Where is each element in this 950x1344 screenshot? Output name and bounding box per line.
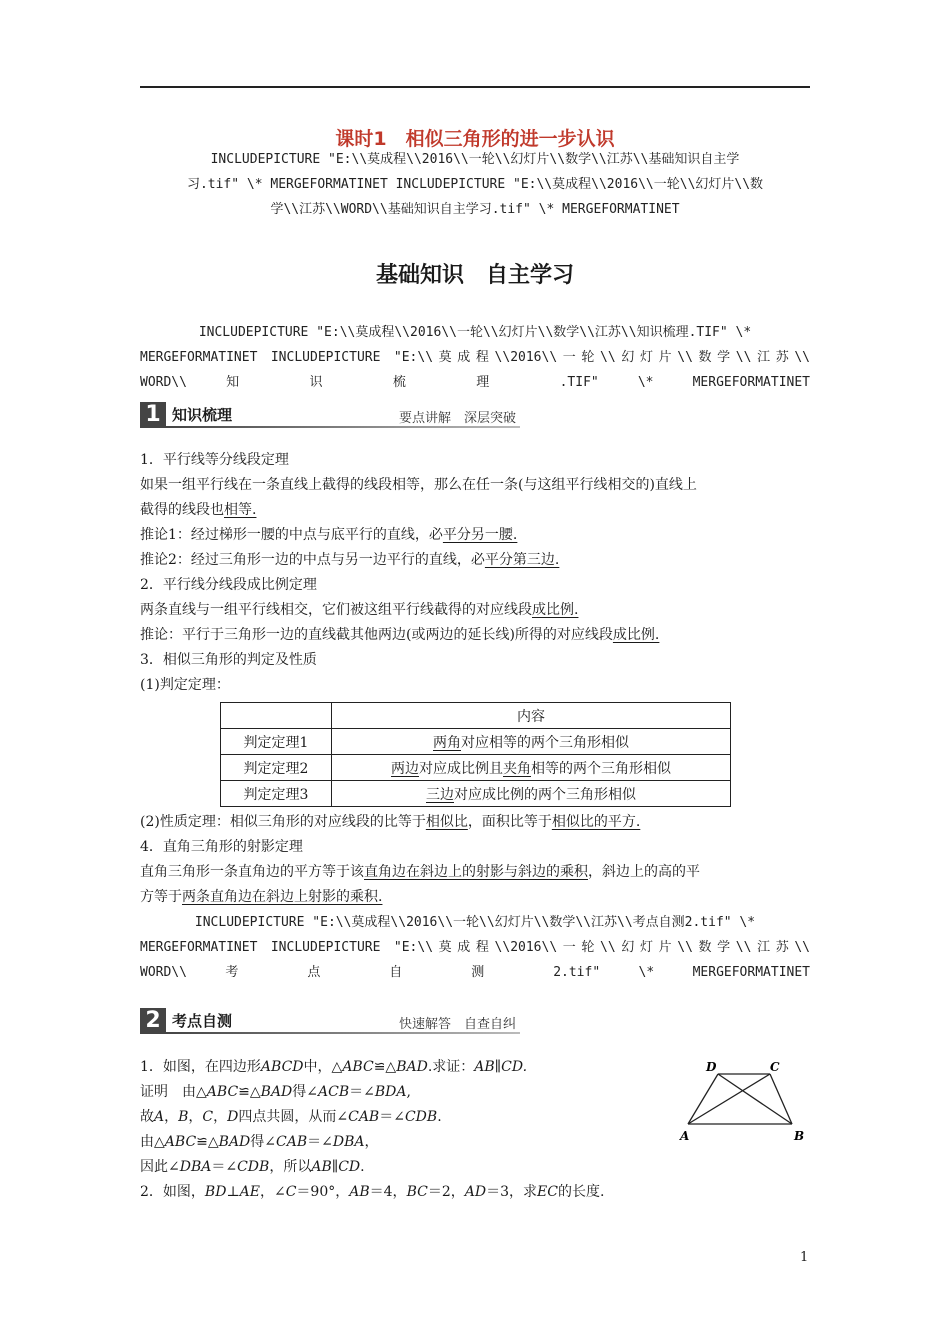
text: ＝2， — [427, 1184, 465, 1200]
math: A — [154, 1109, 165, 1125]
text: . — [437, 1109, 442, 1125]
answer-blank: 两条直角边在斜边上射影的乘积. — [182, 889, 383, 905]
q2-line — [140, 1180, 820, 1204]
text: 推论2：经过三角形一边的中点与另一边平行的直线，必 — [140, 552, 485, 568]
text: 两条直线与一组平行线相交，它们被这组平行线截得的对应线段 — [140, 602, 532, 618]
answer-blank: 平分另一腰. — [442, 527, 518, 543]
page-title: 课时1 相似三角形的进一步认识 — [335, 128, 615, 150]
text: ⊥ — [226, 1184, 240, 1200]
text: 证明 由△ — [140, 1084, 207, 1100]
table-row — [221, 755, 731, 781]
text: 推论1：经过梯形一腰的中点与底平行的直线，必 — [140, 527, 443, 543]
answer-blank: 平分第三边. — [484, 552, 560, 568]
text: 直角三角形一条直角边的平方等于该 — [140, 864, 364, 880]
text: 对应成比例的两个三角形相似 — [454, 786, 636, 803]
table-cell — [332, 781, 731, 807]
text: , — [406, 1084, 411, 1100]
math: BAD — [396, 1059, 428, 1075]
s3-heading: 3．相似三角形的判定及性质 — [140, 652, 317, 668]
text: 得∠ — [292, 1084, 319, 1100]
text: 2．如图， — [140, 1184, 205, 1200]
s1-heading: 1．平行线等分线段定理 — [140, 452, 289, 468]
include-field-1 — [140, 147, 810, 222]
text: .求证： — [427, 1059, 475, 1075]
text: 推论：平行于三角形一边的直线截其他两边(或两边的延长线)所得的对应线段 — [140, 627, 613, 643]
text: 对应成比例且 — [419, 760, 503, 777]
math: BDA — [374, 1084, 407, 1100]
text: ， — [213, 1109, 228, 1125]
answer-blank: 直角边在斜边上的射影与斜边的乘积 — [364, 864, 588, 880]
math: AB — [349, 1184, 370, 1200]
table-cell: 判定定理3 — [221, 781, 332, 807]
text: 的长度. — [557, 1184, 605, 1200]
judgment-table — [220, 702, 731, 807]
math: D — [227, 1109, 239, 1125]
s4-heading: 4．直角三角形的射影定理 — [140, 839, 303, 855]
top-rule — [140, 86, 810, 88]
include-field-3 — [140, 910, 810, 985]
text: ＝90°， — [296, 1184, 350, 1200]
s2-para — [140, 598, 820, 622]
math: CDB — [237, 1159, 270, 1175]
text: ＝4， — [369, 1184, 407, 1200]
text: ，斜边上的高的平 — [588, 864, 700, 880]
text: ， — [364, 1134, 379, 1150]
include-line: INCLUDEPICTURE "E:\\莫成程\\2016\\一轮\\幻灯片\\数学\\江苏\\知识梳理.TIF" \* — [198, 325, 752, 340]
math: ACB — [318, 1084, 350, 1100]
text: ，∠ — [259, 1184, 286, 1200]
banner-subtitle: 快速解答 自查自纠 — [398, 1017, 516, 1032]
section-heading: 基础知识 自主学习 — [375, 263, 574, 288]
math: C — [202, 1109, 214, 1125]
text: ≌△ — [196, 1134, 219, 1150]
answer-blank: 两边 — [391, 760, 419, 777]
text: ，所以 — [269, 1159, 312, 1175]
q1-line5 — [140, 1155, 820, 1179]
text: 四点共圆，从而∠ — [238, 1109, 349, 1125]
text: 中，△ — [303, 1059, 343, 1075]
table-cell: 判定定理1 — [221, 729, 332, 755]
math: BC — [406, 1184, 428, 1200]
banner-stripe — [166, 1032, 520, 1034]
include-line: INCLUDEPICTURE "E:\\莫成程\\2016\\一轮\\幻灯片\\数学\\江苏\\考点自测2.tif" \* — [194, 915, 756, 930]
banner-self-test — [140, 1008, 520, 1034]
answer-blank: 三边 — [426, 786, 454, 803]
table-header-content: 内容 — [332, 703, 731, 729]
text: 截得的线段也 — [140, 502, 224, 518]
vertex-label-d: D — [706, 1060, 717, 1074]
answer-blank: 相等. — [224, 502, 257, 518]
math: AE — [239, 1184, 260, 1200]
banner-label: 知识梳理 — [172, 406, 233, 424]
include-line: MERGEFORMATINET INCLUDEPICTURE "E:\\莫成程\\2016\\一轮\\幻灯片\\数学\\江苏\\ — [140, 350, 810, 365]
table-header-row — [221, 703, 731, 729]
s3-sub1: (1)判定定理： — [140, 677, 230, 693]
table-cell — [332, 755, 731, 781]
math: DBA — [179, 1159, 212, 1175]
s2-heading: 2．平行线分线段成比例定理 — [140, 577, 317, 593]
math: CDB — [404, 1109, 438, 1125]
text: 方等于 — [140, 889, 182, 905]
banner-knowledge — [140, 402, 520, 428]
include-line: 习.tif" \* MERGEFORMATINET INCLUDEPICTURE "E:\\莫成程\\2016\\一轮\\幻灯片\\数 — [186, 177, 764, 192]
text: 相等的两个三角形相似 — [531, 760, 671, 777]
include-line: WORD\\ 考 点 自 测 2.tif" \* MERGEFORMATINET — [140, 965, 810, 980]
vertex-label-b: B — [794, 1129, 805, 1143]
banner-label: 考点自测 — [172, 1012, 233, 1030]
s1-para-line2 — [140, 498, 820, 522]
math: B — [178, 1109, 189, 1125]
s4-para-line1 — [140, 860, 820, 884]
s1-corollary-1 — [140, 523, 820, 547]
math: EC — [537, 1184, 558, 1200]
math: CAB — [348, 1109, 380, 1125]
answer-blank: 成比例. — [612, 627, 660, 643]
math: ABCD — [260, 1059, 304, 1075]
s1-para-line1: 如果一组平行线在一条直线上截得的线段相等，那么在任一条(与这组平行线相交的)直线上 — [140, 477, 697, 493]
s2-corollary — [140, 623, 820, 647]
include-line: INCLUDEPICTURE "E:\\莫成程\\2016\\一轮\\幻灯片\\数学\\江苏\\基础知识自主学 — [210, 152, 740, 167]
answer-blank: 夹角 — [503, 760, 531, 777]
answer-blank: 相似比的平方. — [551, 814, 641, 830]
answer-blank: 两角 — [433, 734, 461, 751]
include-field-2 — [140, 320, 810, 395]
page-number: 1 — [800, 1250, 809, 1265]
s1-corollary-2 — [140, 548, 820, 572]
text: (2)性质定理：相似三角形的对应线段的比等于 — [140, 814, 426, 830]
answer-blank: 成比例. — [532, 602, 579, 618]
text: 1．如图，在四边形 — [140, 1059, 261, 1075]
math: BAD — [260, 1084, 293, 1100]
text: ，面积比等于 — [467, 814, 552, 830]
vertex-label-a: A — [680, 1129, 690, 1143]
text: ＝3，求 — [486, 1184, 538, 1200]
table-row — [221, 781, 731, 807]
text: 故 — [140, 1109, 154, 1125]
math: ABC — [342, 1059, 374, 1075]
vertex-label-c: C — [770, 1060, 780, 1074]
include-line: MERGEFORMATINET INCLUDEPICTURE "E:\\莫成程\\2016\\一轮\\幻灯片\\数学\\江苏\\ — [140, 940, 810, 955]
math: BAD — [218, 1134, 251, 1150]
banner-number: 1 — [140, 402, 166, 428]
text: 对应相等的两个三角形相似 — [461, 734, 629, 751]
math: AB∥CD. — [474, 1059, 528, 1075]
s3-sub2 — [140, 810, 820, 834]
text: ， — [164, 1109, 179, 1125]
s4-para-line2 — [140, 885, 820, 909]
text: 因此∠ — [140, 1159, 180, 1175]
math: C — [285, 1184, 297, 1200]
text: ＝∠ — [307, 1134, 333, 1150]
math: ABC — [164, 1134, 197, 1150]
table-row — [221, 729, 731, 755]
banner-number: 2 — [140, 1008, 166, 1034]
text: ＝∠ — [379, 1109, 405, 1125]
table-cell — [332, 729, 731, 755]
banner-subtitle: 要点讲解 深层突破 — [398, 411, 516, 426]
text: 由△ — [140, 1134, 165, 1150]
answer-blank: 相似比 — [425, 814, 468, 830]
text: ＝∠ — [211, 1159, 238, 1175]
math: ABC — [206, 1084, 239, 1100]
text: ＝∠ — [349, 1084, 375, 1100]
math: CAB — [276, 1134, 308, 1150]
text: ≌△ — [373, 1059, 397, 1075]
include-line: WORD\\ 知 识 梳 理 .TIF" \* MERGEFORMATINET — [140, 375, 810, 390]
math: AB∥CD — [311, 1159, 361, 1175]
table-cell — [221, 703, 332, 729]
trapezoid-figure — [670, 1056, 820, 1146]
math: AD — [464, 1184, 487, 1200]
banner-stripe — [166, 426, 520, 428]
side-ad — [688, 1074, 718, 1124]
table-cell: 判定定理2 — [221, 755, 332, 781]
text: ， — [188, 1109, 203, 1125]
math: DBA — [332, 1134, 365, 1150]
math: BD — [204, 1184, 227, 1200]
text: ≌△ — [238, 1084, 261, 1100]
text: . — [360, 1159, 365, 1175]
include-line: 学\\江苏\\WORD\\基础知识自主学习.tif" \* MERGEFORMATINET — [270, 202, 680, 217]
text: 得∠ — [250, 1134, 277, 1150]
